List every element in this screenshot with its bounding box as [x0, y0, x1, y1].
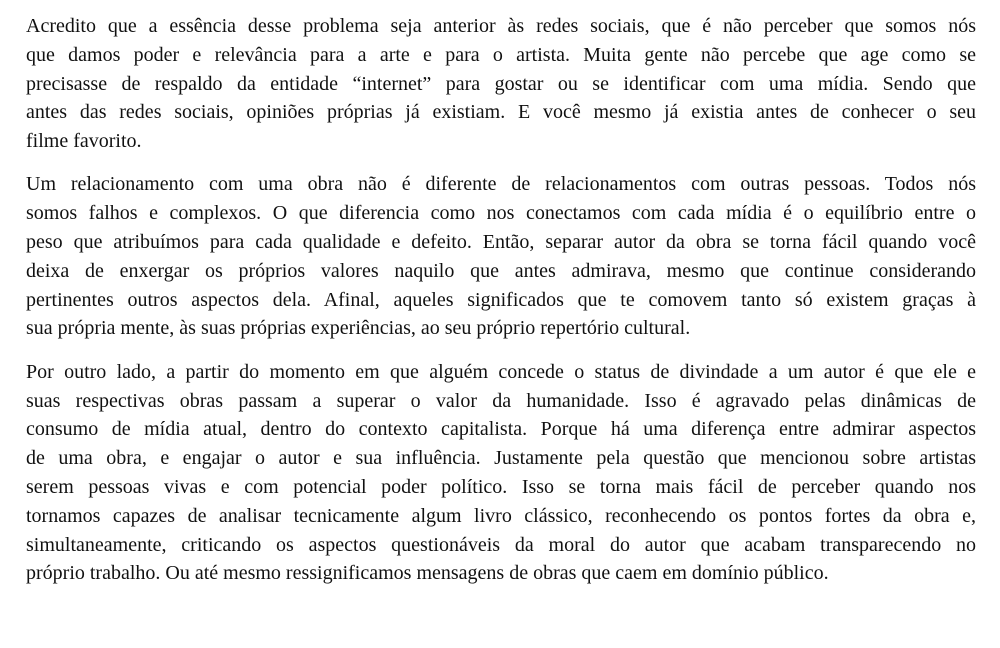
- paragraph-3-line-5: serem pessoas vivas e com potencial poder político. Isso se torna mais fácil de perceber quando nos: [26, 475, 976, 498]
- paragraph-3-line-7: simultaneamente, criticando os aspectos questionáveis da moral do autor que acabam transparecendo no: [26, 533, 976, 556]
- paragraph-1-line-1: Acredito que a essência desse problema seja anterior às redes sociais, que é não perceber que somos nós: [26, 15, 976, 37]
- paragraph-3-line-6: tornamos capazes de analisar tecnicamente algum livro clássico, reconhecendo os pontos fortes da obra e,: [26, 504, 976, 527]
- paragraph-2: [26, 170, 976, 343]
- paragraph-3-line-3: consumo de mídia atual, dentro do contexto capitalista. Porque há uma diferença entre admirar aspectos: [26, 418, 976, 441]
- paragraph-2-line-6: sua própria mente, às suas próprias experiências, ao seu próprio repertório cultural.: [26, 317, 691, 340]
- paragraph-3-line-1: Por outro lado, a partir do momento em que alguém concede o status de divindade a um autor é que ele e: [26, 360, 976, 383]
- paragraph-3-line-2: suas respectivas obras passam a superar o valor da humanidade. Isso é agravado pelas dinâmicas de: [26, 389, 976, 412]
- paragraph-2-line-4: deixa de enxergar os próprios valores naquilo que antes admirava, mesmo que continue considerando: [26, 259, 976, 282]
- paragraph-1-line-4: antes das redes sociais, opiniões próprias já existiam. E você mesmo já existia antes de conhecer o seu: [26, 101, 976, 124]
- paragraph-1-line-5: filme favorito.: [26, 130, 142, 153]
- paragraph-3: [26, 358, 976, 588]
- document-body: [26, 12, 976, 603]
- paragraph-1-line-3: precisasse de respaldo da entidade “internet” para gostar ou se identificar com uma mídia. Sendo que: [26, 72, 976, 95]
- paragraph-2-line-2: somos falhos e complexos. O que diferencia como nos conectamos com cada mídia é o equilíbrio entre o: [26, 202, 976, 225]
- paragraph-1-line-2: que damos poder e relevância para a arte e para o artista. Muita gente não percebe que age como se: [26, 43, 976, 66]
- paragraph-1: [26, 12, 976, 156]
- paragraph-3-line-8: próprio trabalho. Ou até mesmo ressignificamos mensagens de obras que caem em domínio público.: [26, 562, 829, 585]
- paragraph-2-line-3: peso que atribuímos para cada qualidade e defeito. Então, separar autor da obra se torna fácil quando você: [26, 231, 976, 254]
- paragraph-2-line-5: pertinentes outros aspectos dela. Afinal, aqueles significados que te comovem tanto só existem graças à: [26, 288, 976, 311]
- paragraph-3-line-4: de uma obra, e engajar o autor e sua influência. Justamente pela questão que mencionou sobre artistas: [26, 447, 976, 470]
- paragraph-2-line-1: Um relacionamento com uma obra não é diferente de relacionamentos com outras pessoas. Todos nós: [26, 173, 976, 196]
